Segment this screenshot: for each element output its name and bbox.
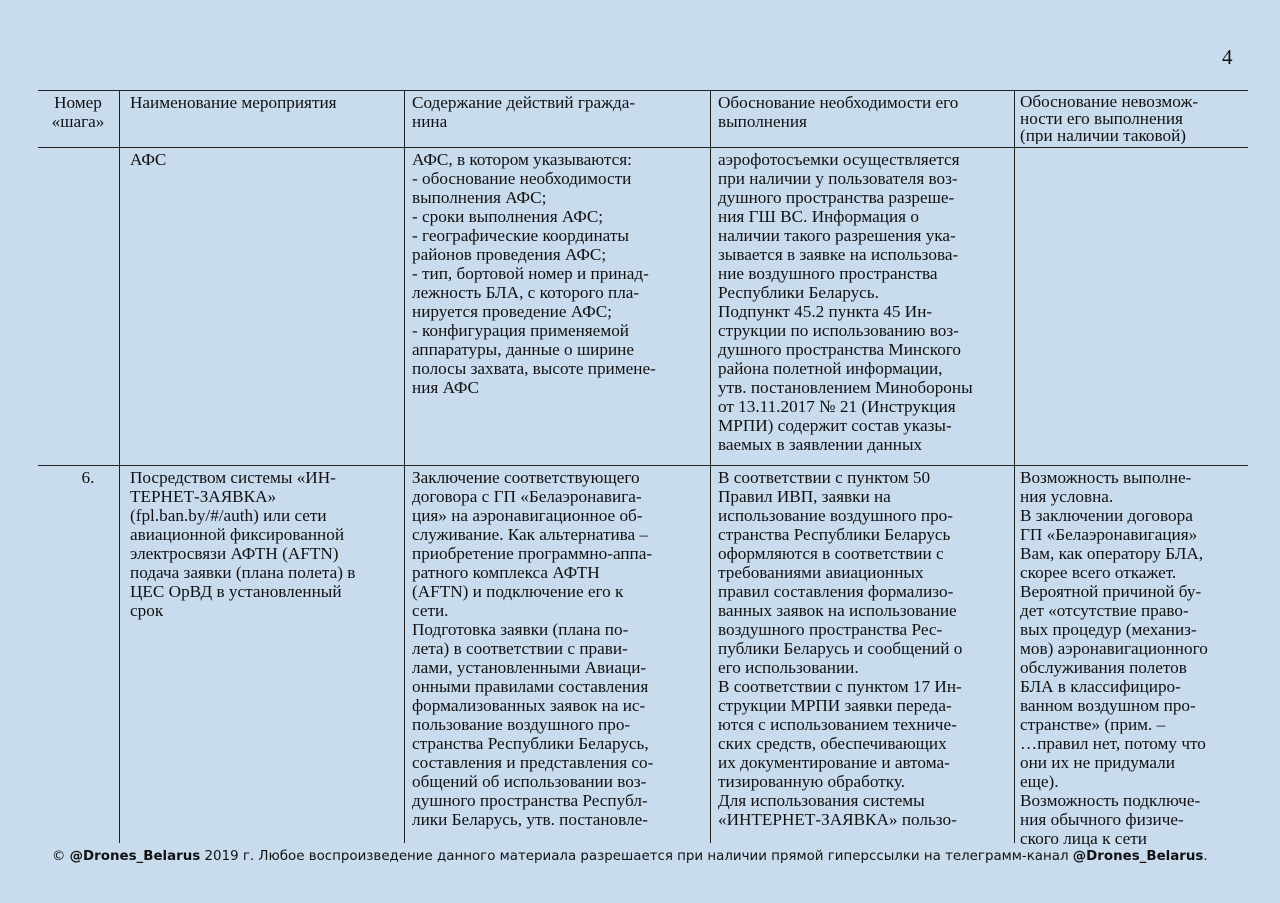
footer-text: 2019 г. Любое воспроизведение данного материала разрешается при наличии прямой гиперссылки на телеграмм-канал <box>200 849 1073 864</box>
header-activity-name: Наименование мероприятия <box>130 93 337 112</box>
header-necessity-justification: Обоснование необходимости его выполнения <box>718 93 959 131</box>
footer-period: . <box>1203 849 1208 864</box>
row-necessity-justification: В соответствии с пунктом 50 Правил ИВП, заявки на использование воздушного про- странства Республики Беларусь оформляются в соответствии с требованиями авиационных правил составления формализо- ванных заявок на использование воздушного пространства Рес- публики Беларусь и сообщений о его использовании. В соответствии с пунктом 17 Ин- струкции МРПИ заявки переда- ются с использованием техниче- ских средств, обеспечивающих их документирование и автома- тизированную обработку. Для использования системы «ИНТЕРНЕТ-ЗАЯВКА» пользо- <box>718 468 963 829</box>
copyright-footer <box>52 848 1252 866</box>
footer-telegram-channel-link[interactable]: @Drones_Belarus <box>1072 849 1204 864</box>
table-top-rule <box>38 90 1248 91</box>
footer-copyright-symbol: © <box>52 849 70 864</box>
header-step-number: Номер «шага» <box>51 93 105 131</box>
row-impossibility-justification: Возможность выполне- ния условна. В заключении договора ГП «Белаэронавигация» Вам, как оператору БЛА, скорее всего откажет. Вероятной причиной бу- дет «отсутствие право- вых процедур (механиз- мов) аэронавигационного обслуживания полетов БЛА в классифициро- ванном воздушном про- странстве» (прим. – …правил нет, потому что они их не придумали еще). Возможность подключе- ния обычного физиче- ского лица к сети <box>1020 468 1208 848</box>
row-activity-name: АФС <box>130 150 167 169</box>
row-separator <box>38 465 1248 466</box>
row-necessity-justification: аэрофотосъемки осуществляется при наличии у пользователя воз- душного пространства разреше- ния ГШ ВС. Информация о наличии такого разрешения ука- зывается в заявке на использова- ние воздушного пространства Республики Беларусь. Подпункт 45.2 пункта 45 Ин- струкции по использованию воз- душного пространства Минского района полетной информации, утв. постановлением Минобороны от 13.11.2017 № 21 (Инструкция МРПИ) содержит состав указы- ваемых в заявлении данных <box>718 150 973 454</box>
page-number: 4 <box>1222 45 1233 69</box>
column-divider <box>1014 90 1015 843</box>
column-divider <box>119 90 120 843</box>
header-bottom-rule <box>38 147 1248 148</box>
header-impossibility-justification: Обоснование невозмож- ности его выполнения (при наличии таковой) <box>1020 93 1199 144</box>
steps-table <box>38 90 1248 848</box>
column-divider <box>404 90 405 843</box>
header-citizen-actions: Содержание действий гражда- нина <box>412 93 636 131</box>
row-activity-name: Посредством системы «ИН- ТЕРНЕТ-ЗАЯВКА» (fpl.ban.by/#/auth) или сети авиационной фиксированной электросвязи АФТН (AFTN) подача заявки (плана полета) в ЦЕС ОрВД в установленный срок <box>130 468 356 620</box>
row-step-number: 6. <box>81 468 95 487</box>
footer-telegram-handle: @Drones_Belarus <box>69 849 201 864</box>
row-citizen-actions: АФС, в котором указываются: - обоснование необходимости выполнения АФС; - сроки выполнения АФС; - географические координаты районов проведения АФС; - тип, бортовой номер и принад- лежность БЛА, с которого пла- нируется проведение АФС; - конфигурация применяемой аппаратуры, данные о ширине полосы захвата, высоте примене- ния АФС <box>412 150 656 397</box>
column-divider <box>710 90 711 843</box>
row-citizen-actions: Заключение соответствующего договора с ГП «Белаэронавига- ция» на аэронавигационное об- служивание. Как альтернатива – приобретение программно-аппа- ратного комплекса АФТН (AFTN) и подключение его к сети. Подготовка заявки (плана по- лета) в соответствии с прави- лами, установленными Авиаци- онными правилами составления формализованных заявок на ис- пользование воздушного про- странства Республики Беларусь, составления и представления со- общений об использовании воз- душного пространства Республ- лики Беларусь, утв. постановле- <box>412 468 654 829</box>
